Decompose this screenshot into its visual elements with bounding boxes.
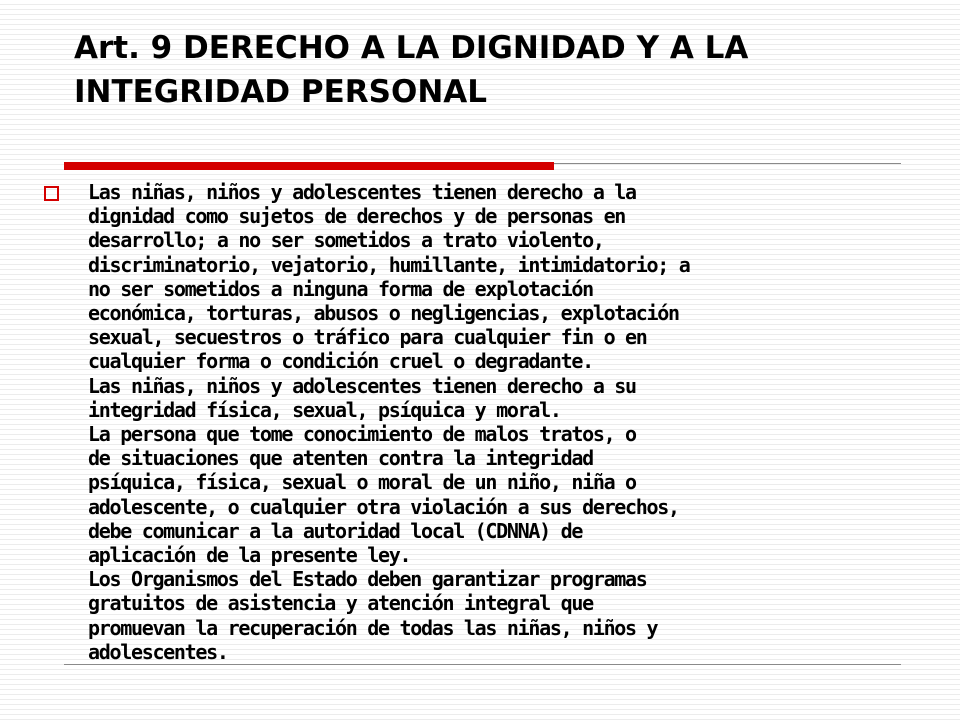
paragraph-line: adolescentes.: [88, 639, 228, 664]
paragraph-line: discriminatorio, vejatorio, humillante, intimidatorio; a: [88, 252, 690, 277]
bullet-paragraph: [88, 180, 903, 664]
slide-title: [74, 26, 914, 114]
paragraph-line: debe comunicar a la autoridad local (CDNNA) de: [88, 518, 583, 543]
paragraph-line: de situaciones que atenten contra la integridad: [88, 446, 593, 471]
paragraph-line: aplicación de la presente ley.: [88, 543, 411, 568]
paragraph-line: gratuitos de asistencia y atención integral que: [88, 591, 593, 616]
paragraph-line: dignidad como sujetos de derechos y de personas en: [88, 204, 626, 229]
title-line: Art. 9 DERECHO A LA DIGNIDAD Y A LA: [74, 30, 749, 66]
hollow-square-bullet-icon: [44, 186, 59, 201]
paragraph-line: promuevan la recuperación de todas las niñas, niños y: [88, 615, 658, 640]
paragraph-line: psíquica, física, sexual o moral de un niño, niña o: [88, 470, 636, 495]
paragraph-line: Las niñas, niños y adolescentes tienen derecho a su: [88, 373, 636, 398]
footer-rule: [64, 664, 901, 665]
title-accent-bar: [64, 162, 554, 170]
paragraph-line: económica, torturas, abusos o negligencias, explotación: [88, 301, 679, 326]
paragraph-line: sexual, secuestros o tráfico para cualquier fin o en: [88, 325, 647, 350]
title-line: INTEGRIDAD PERSONAL: [74, 74, 488, 110]
paragraph-line: adolescente, o cualquier otra violación a sus derechos,: [88, 494, 679, 519]
paragraph-line: no ser sometidos a ninguna forma de explotación: [88, 276, 593, 301]
paragraph-line: La persona que tome conocimiento de malos tratos, o: [88, 422, 636, 447]
paragraph-line: integridad física, sexual, psíquica y moral.: [88, 397, 561, 422]
paragraph-line: Las niñas, niños y adolescentes tienen derecho a la: [88, 180, 636, 204]
paragraph-line: cualquier forma o condición cruel o degradante.: [88, 349, 593, 374]
paragraph-line: desarrollo; a no ser sometidos a trato violento,: [88, 228, 604, 253]
paragraph-line: Los Organismos del Estado deben garantizar programas: [88, 567, 647, 592]
